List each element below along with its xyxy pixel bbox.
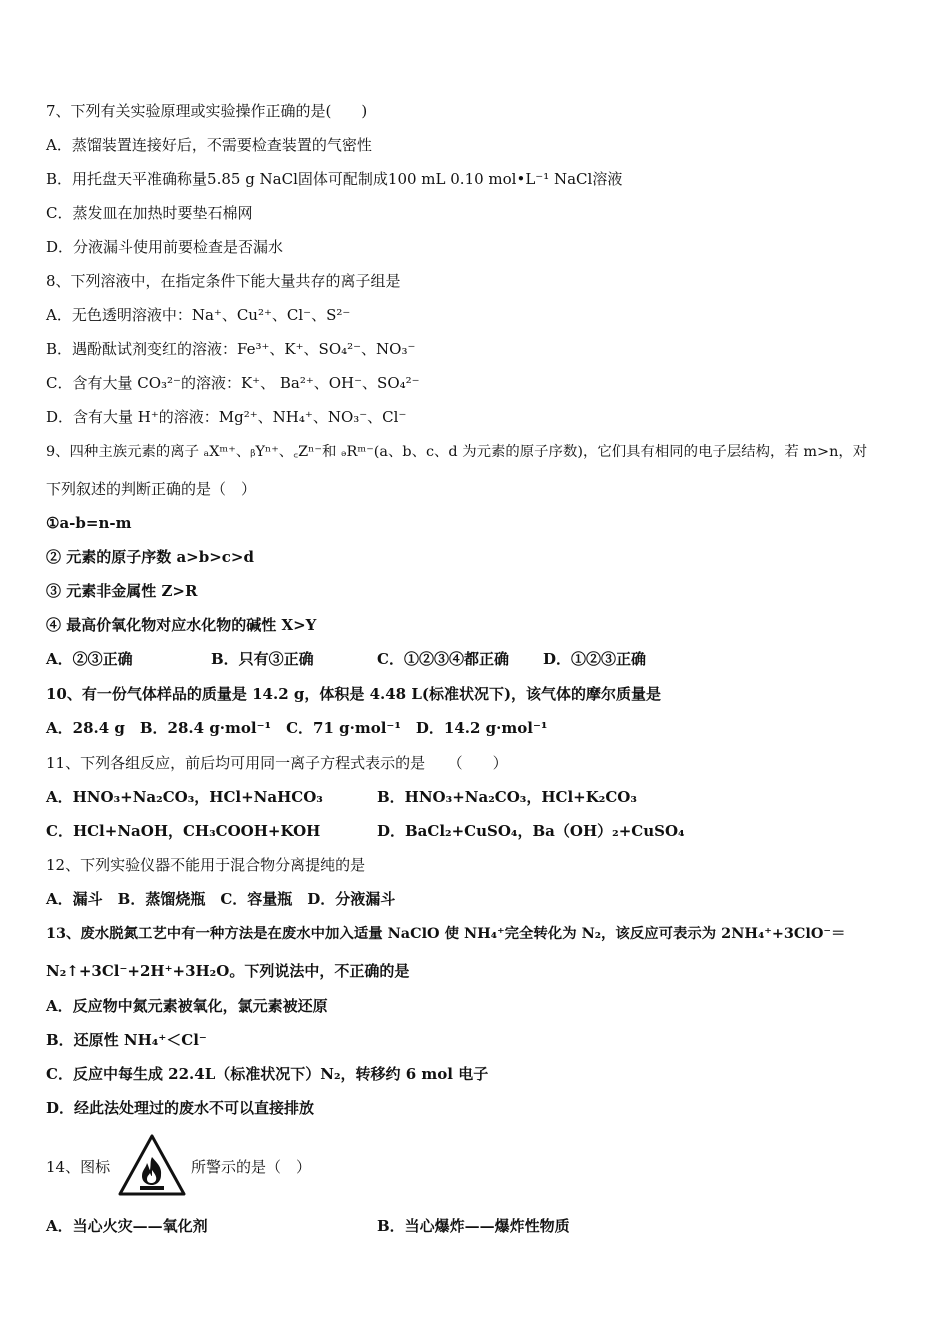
- q13-option-d: D．经此法处理过的废水不可以直接排放: [46, 1099, 315, 1117]
- q13-stem: 13、废水脱氮工艺中有一种方法是在废水中加入适量 NaClO 使 NH₄⁺完全转化为 N₂，该反应可表示为 2NH₄⁺+3ClO⁻＝: [46, 925, 846, 942]
- flammable-warning-icon: [117, 1133, 187, 1197]
- q8-option-c: C．含有大量 CO₃²⁻的溶液：K⁺、 Ba²⁺、OH⁻、SO₄²⁻: [46, 374, 420, 392]
- q9-statement-2: ② 元素的原子序数 a>b>c>d: [46, 548, 254, 566]
- q8-option-a: A．无色透明溶液中：Na⁺、Cu²⁺、Cl⁻、S²⁻: [46, 306, 351, 324]
- q13-option-a: A．反应物中氮元素被氧化，氯元素被还原: [46, 997, 328, 1015]
- q7-option-b: B．用托盘天平准确称量5.85 g NaCl固体可配制成100 mL 0.10 mol•L⁻¹ NaCl溶液: [46, 170, 623, 188]
- q14-stem-after: 所警示的是（ ）: [191, 1158, 312, 1176]
- q9-option-a: A．②③正确: [46, 650, 133, 668]
- q9-option-b: B．只有③正确: [211, 650, 314, 668]
- q13-stem-continued: N₂↑+3Cl⁻+2H⁺+3H₂O。下列说法中，不正确的是: [46, 962, 410, 980]
- q7-option-d: D．分液漏斗使用前要检查是否漏水: [46, 238, 284, 256]
- q11-option-d: D．BaCl₂+CuSO₄，Ba（OH）₂+CuSO₄: [377, 822, 685, 840]
- q13-option-b: B．还原性 NH₄⁺＜Cl⁻: [46, 1031, 207, 1049]
- q8-stem: 8、下列溶液中，在指定条件下能大量共存的离子组是: [46, 272, 401, 290]
- q10-options: A．28.4 g B．28.4 g·mol⁻¹ C．71 g·mol⁻¹ D．14.2 g·mol⁻¹: [46, 719, 548, 737]
- q14-option-a: A．当心火灾——氧化剂: [46, 1217, 208, 1235]
- q8-option-d: D．含有大量 H⁺的溶液：Mg²⁺、NH₄⁺、NO₃⁻、Cl⁻: [46, 408, 407, 426]
- q11-stem: 11、下列各组反应，前后均可用同一离子方程式表示的是 （ ）: [46, 754, 508, 772]
- q9-stem-continued: 下列叙述的判断正确的是（ ）: [46, 480, 257, 498]
- q12-stem: 12、下列实验仪器不能用于混合物分离提纯的是: [46, 856, 366, 874]
- q9-stem: 9、四种主族元素的离子 ₐXᵐ⁺、ᵦYⁿ⁺、꜀Zⁿ⁻和 ₔRᵐ⁻(a、b、c、d 为元素的原子序数)，它们具有相同的电子层结构，若 m>n，对: [46, 444, 868, 460]
- q14-option-b: B．当心爆炸——爆炸性物质: [377, 1217, 570, 1235]
- q14-stem-before: 14、图标: [46, 1158, 111, 1176]
- q11-option-b: B．HNO₃+Na₂CO₃，HCl+K₂CO₃: [377, 788, 637, 806]
- q12-options: A．漏斗 B．蒸馏烧瓶 C．容量瓶 D．分液漏斗: [46, 890, 396, 908]
- q10-stem: 10、有一份气体样品的质量是 14.2 g，体积是 4.48 L(标准状况下)，该气体的摩尔质量是: [46, 685, 662, 703]
- q9-statement-4: ④ 最高价氧化物对应水化物的碱性 X>Y: [46, 616, 317, 634]
- q7-stem: 7、下列有关实验原理或实验操作正确的是( ): [46, 102, 368, 120]
- q7-option-c: C．蒸发皿在加热时要垫石棉网: [46, 204, 253, 222]
- q13-option-c: C．反应中每生成 22.4L（标准状况下）N₂，转移约 6 mol 电子: [46, 1065, 489, 1083]
- q8-option-b: B．遇酚酞试剂变红的溶液：Fe³⁺、K⁺、SO₄²⁻、NO₃⁻: [46, 340, 416, 358]
- q9-option-c: C．①②③④都正确: [377, 650, 509, 668]
- q9-statement-3: ③ 元素非金属性 Z>R: [46, 582, 198, 600]
- q9-statement-1: ①a-b=n-m: [46, 514, 132, 532]
- q7-option-a: A．蒸馏装置连接好后，不需要检查装置的气密性: [46, 136, 372, 154]
- q11-option-a: A．HNO₃+Na₂CO₃，HCl+NaHCO₃: [46, 788, 323, 806]
- q9-option-d: D．①②③正确: [543, 650, 647, 668]
- q11-option-c: C．HCl+NaOH，CH₃COOH+KOH: [46, 822, 321, 840]
